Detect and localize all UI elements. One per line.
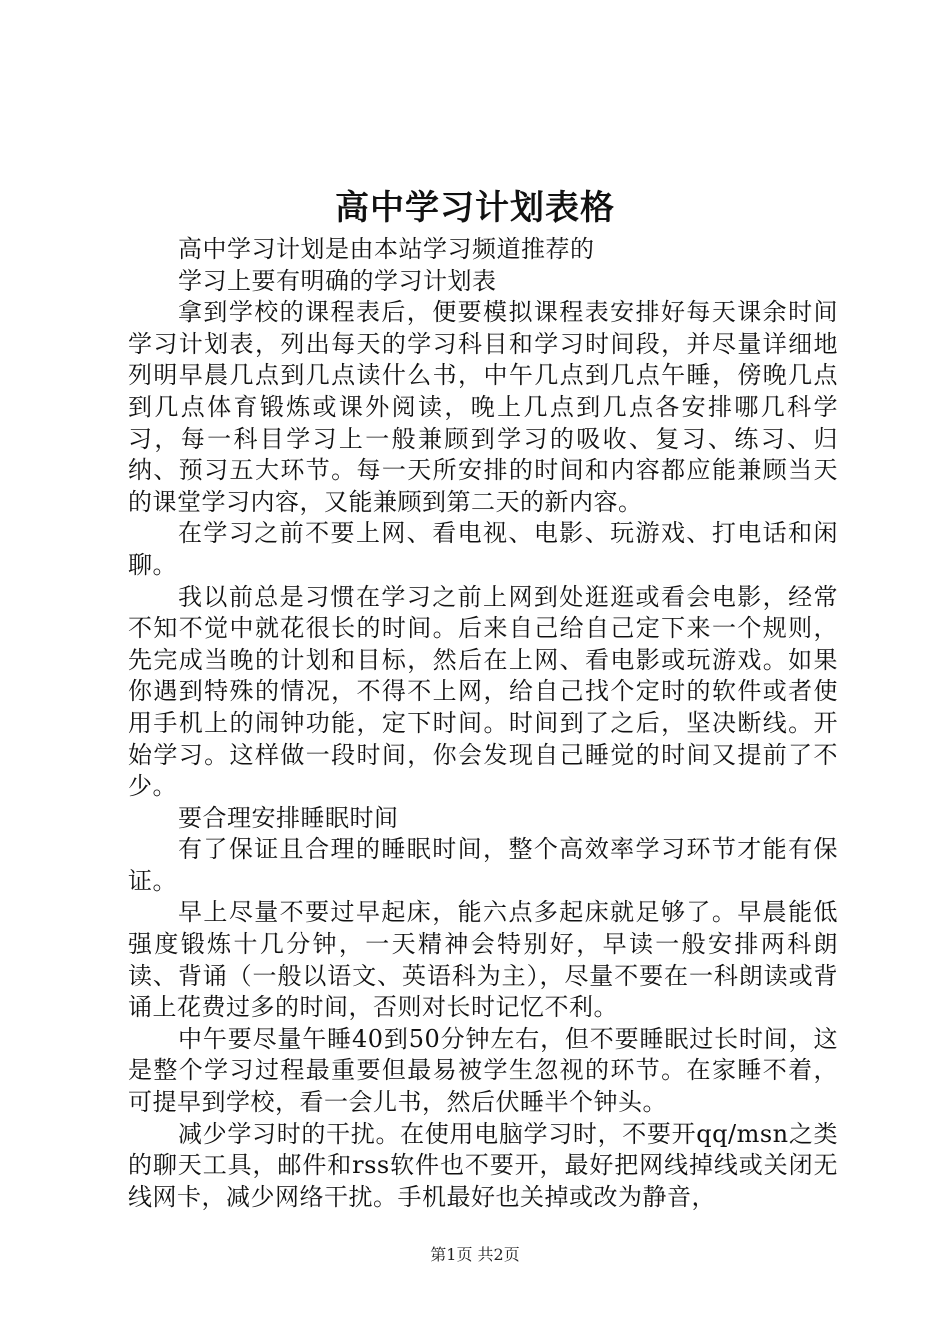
paragraph: 高中学习计划是由本站学习频道推荐的 (178, 235, 595, 263)
page-footer: 第1页 共2页 (430, 1245, 520, 1264)
paragraph: 要合理安排睡眠时间 (178, 803, 399, 832)
paragraph: 早上尽量不要过早起床，能六点多起床就足够了。早晨能低强度锻炼十几分钟，一天精神会特别好，早读一般安排两科朗读、背诵（一般以语文、英语科为主），尽量不要在一科朗读或背诵上花费过多的时间，否则对长时记忆不利。 (128, 898, 838, 1022)
paragraph: 我以前总是习惯在学习之前上网到处逛逛或看会电影，经常不知不觉中就花很长的时间。后来自己给自己定下来一个规则，先完成当晚的计划和目标，然后在上网、看电影或玩游戏。如果你遇到特殊的情况，不得不上网，给自己找个定时的软件或者使用手机上的闹钟功能，定下时间。时间到了之后，坚决断线。开始学习。这样做一段时间，你会发现自己睡觉的时间又提前了不少。 (128, 582, 838, 801)
paragraph: 减少学习时的干扰。在使用电脑学习时，不要开qq/msn之类的聊天工具，邮件和rss软件也不要开，最好把网线掉线或关闭无线网卡，减少网络干扰。手机最好也关掉或改为静音， (128, 1119, 838, 1211)
document-body (128, 234, 838, 1213)
paragraph: 有了保证且合理的睡眠时间，整个高效率学习环节才能有保证。 (128, 835, 838, 895)
paragraph: 在学习之前不要上网、看电视、电影、玩游戏、打电话和闲聊。 (128, 519, 838, 579)
paragraph: 学习上要有明确的学习计划表 (178, 266, 497, 295)
paragraph: 拿到学校的课程表后，便要模拟课程表安排好每天课余时间学习计划表，列出每天的学习科目和学习时间段，并尽量详细地列明早晨几点到几点读什么书，中午几点到几点午睡，傍晚几点到几点体育锻炼或课外阅读，晚上几点到几点各安排哪几科学习，每一科目学习上一般兼顾到学习的吸收、复习、练习、归纳、预习五大环节。每一天所安排的时间和内容都应能兼顾当天的课堂学习内容，又能兼顾到第二天的新内容。 (128, 298, 838, 516)
paragraph: 中午要尽量午睡40到50分钟左右，但不要睡眠过长时间，这是整个学习过程最重要但最易被学生忽视的环节。在家睡不着，可提早到学校，看一会儿书，然后伏睡半个钟头。 (128, 1024, 838, 1117)
page-title: 高中学习计划表格 (335, 188, 615, 228)
